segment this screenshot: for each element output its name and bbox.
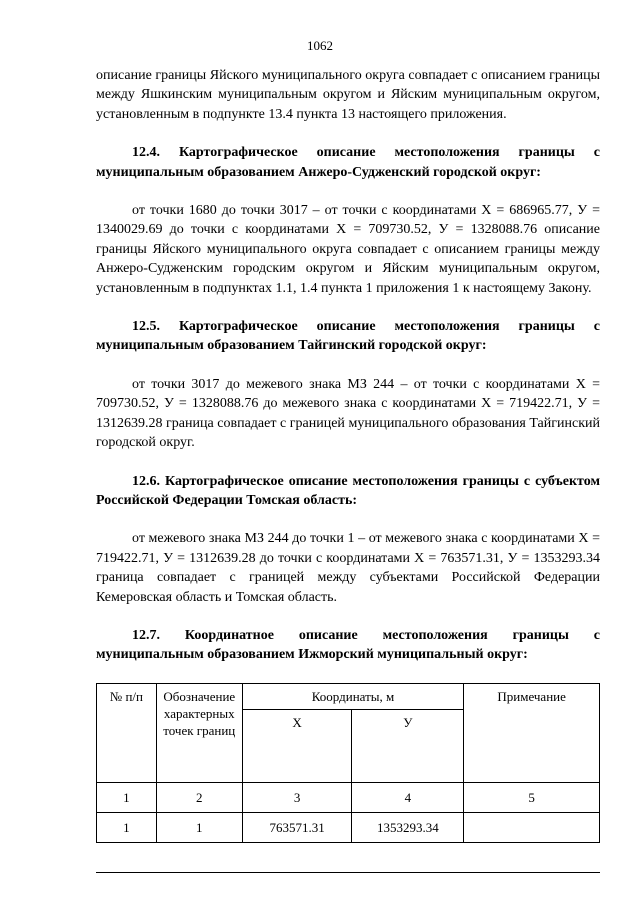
header-num: № п/п [97,683,157,782]
row-point: 1 [156,812,242,842]
document-body [96,66,600,843]
table-index-row [97,782,600,812]
table-row [97,812,600,842]
section-12-4-heading: 12.4. Картографическое описание местоположения границы с муниципальным образованием Анжеро-Судженский городской округ: [96,145,600,180]
index-cell: 1 [97,782,157,812]
index-cell: 3 [242,782,352,812]
table-header-row [97,683,600,709]
header-coordinates: Координаты, м [242,683,464,709]
row-num: 1 [97,812,157,842]
coordinates-table [96,683,600,843]
section-12-5-heading: 12.5. Картографическое описание местоположения границы с муниципальным образованием Тайгинский городской округ: [96,319,600,354]
intro-paragraph: описание границы Яйского муниципального округа совпадает с описанием границы между Яшкинским муниципальным округом и Яйским муниципальным округом, установленным в подпункте 13.4 пункта 13 настоящего приложения. [96,68,600,122]
header-designation: Обозначение характерных точек границ [156,683,242,782]
header-x: X [242,709,352,782]
footer-rule [96,872,600,873]
section-12-5-body: от точки 3017 до межевого знака МЗ 244 – от точки с координатами X = 709730.52, У = 1328088.76 до межевого знака с координатами X = 719422.71, У = 1312639.28 граница совпадает с границей муниципального образования Тайгинский городской округ. [96,376,600,451]
page-number: 1062 [307,38,333,53]
row-note [464,812,600,842]
index-cell: 4 [352,782,464,812]
header-note: Примечание [464,683,600,782]
row-x: 763571.31 [242,812,352,842]
header-y: У [352,709,464,782]
section-12-4-body: от точки 1680 до точки 3017 – от точки с координатами X = 686965.77, У = 1340029.69 до точки с координатами X = 709730.52, У = 1328088.76 описание границы Яйского муниципального округа совпадает с описанием границы между Анжеро-Судженским городским округом и Яйским муниципальным округом, установленным в подпунктах 1.1, 1.4 пункта 1 приложения 1 к настоящему Закону. [96,203,600,296]
section-12-7-heading: 12.7. Координатное описание местоположения границы с муниципальным образованием Ижморский муниципальный округ: [96,627,600,663]
index-cell: 2 [156,782,242,812]
section-12-6-body: от межевого знака МЗ 244 до точки 1 – от межевого знака с координатами X = 719422.71, У = 1312639.28 до точки с координатами X = 763571.31, У = 1353293.34 граница совпадает с границей между субъектами Российской Федерации Кемеровская область и Томская область. [96,531,600,605]
index-cell: 5 [464,782,600,812]
row-y: 1353293.34 [352,812,464,842]
section-12-6-heading: 12.6. Картографическое описание местоположения границы с субъектом Российской Федерации Томская область: [96,473,600,508]
